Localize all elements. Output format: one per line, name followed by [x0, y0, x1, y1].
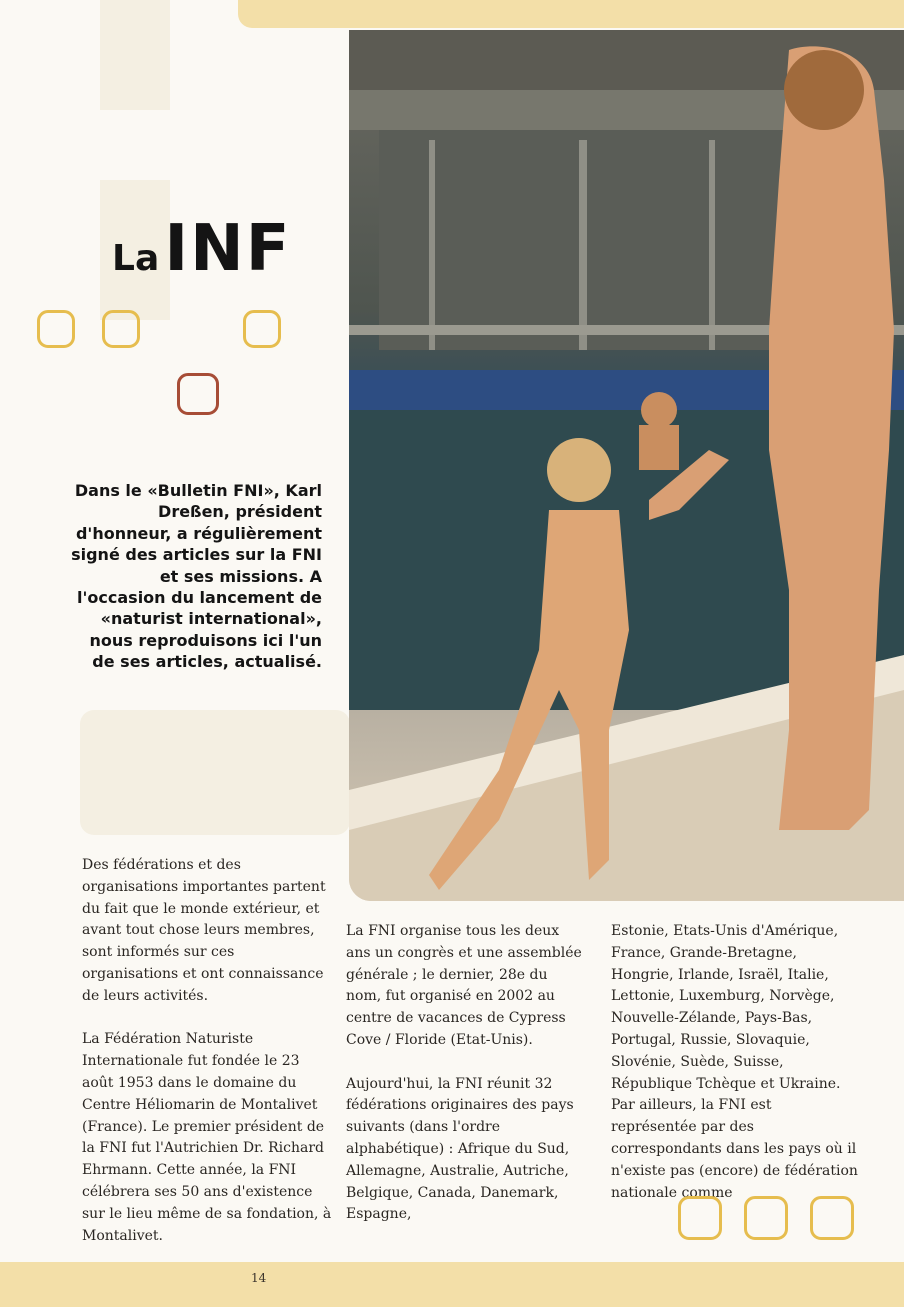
- decorative-square-icon: [243, 310, 281, 348]
- decorative-square-icon: [810, 1196, 854, 1240]
- decorative-square-icon: [37, 310, 75, 348]
- column-paragraph: La Fédération Naturiste Internationale fut fondée le 23 août 1953 dans le domaine du Centre Héliomarin de Montalivet (France). Le premier président de la FNI fut l'Autrichien Dr. Richard Ehrmann. Cette année, la FNI célébrera ses 50 ans d'existence sur le lieu même de sa fondation, à Montalivet.: [82, 1031, 332, 1244]
- pool-photo-illustration: [349, 30, 904, 901]
- intro-paragraph: Dans le «Bulletin FNI», Karl Dreßen, président d'honneur, a régulièrement signé des articles sur la FNI et ses missions. A l'occasion du lancement de «naturist international», nous reproduisons ici l'un de ses articles, actualisé.: [71, 481, 322, 672]
- top-color-band: [238, 0, 904, 28]
- article-column-3: [611, 921, 861, 1226]
- article-column-1: [82, 855, 332, 1269]
- column-paragraph: La FNI organise tous les deux ans un congrès et une assemblée générale ; le dernier, 28e du nom, fut organisé en 2002 au centre de vacances de Cypress Cove / Floride (Etat-Unis).: [346, 923, 582, 1048]
- decorative-square-icon: [744, 1196, 788, 1240]
- background-letter-shape: [100, 0, 170, 110]
- background-letter-shape: [80, 710, 350, 835]
- bottom-color-band: [0, 1262, 904, 1307]
- page-number: 14: [251, 1271, 267, 1285]
- pool-photo: [349, 30, 904, 901]
- article-title: [112, 212, 317, 288]
- decorative-square-icon: [177, 373, 219, 415]
- article-column-2: [346, 921, 584, 1248]
- column-paragraph: Estonie, Etats-Unis d'Amérique, France, Grande-Bretagne, Hongrie, Irlande, Israël, Italie, Lettonie, Luxemburg, Norvège, Nouvelle-Zélande, Pays-Bas, Portugal, Russie, Slovaquie, Slovénie, Suède, Suisse, République Tchèque et Ukraine. Par ailleurs, la FNI est représentée par des correspondants dans les pays où il n'existe pas (encore) de fédération nationale comme: [611, 923, 858, 1201]
- column-paragraph: Aujourd'hui, la FNI réunit 32 fédérations originaires des pays suivants (dans l'ordre alphabétique) : Afrique du Sud, Allemagne, Australie, Autriche, Belgique, Canada, Danemark, Espagne,: [346, 1075, 574, 1223]
- decorative-square-icon: [678, 1196, 722, 1240]
- title-prefix: La: [112, 238, 160, 279]
- column-paragraph: Des fédérations et des organisations importantes partent du fait que le monde extérieur, et avant tout chose leurs membres, sont informés sur ces organisations et ont connaissance de leurs activités.: [82, 857, 326, 1004]
- title-main: INF: [164, 212, 292, 286]
- decorative-square-icon: [102, 310, 140, 348]
